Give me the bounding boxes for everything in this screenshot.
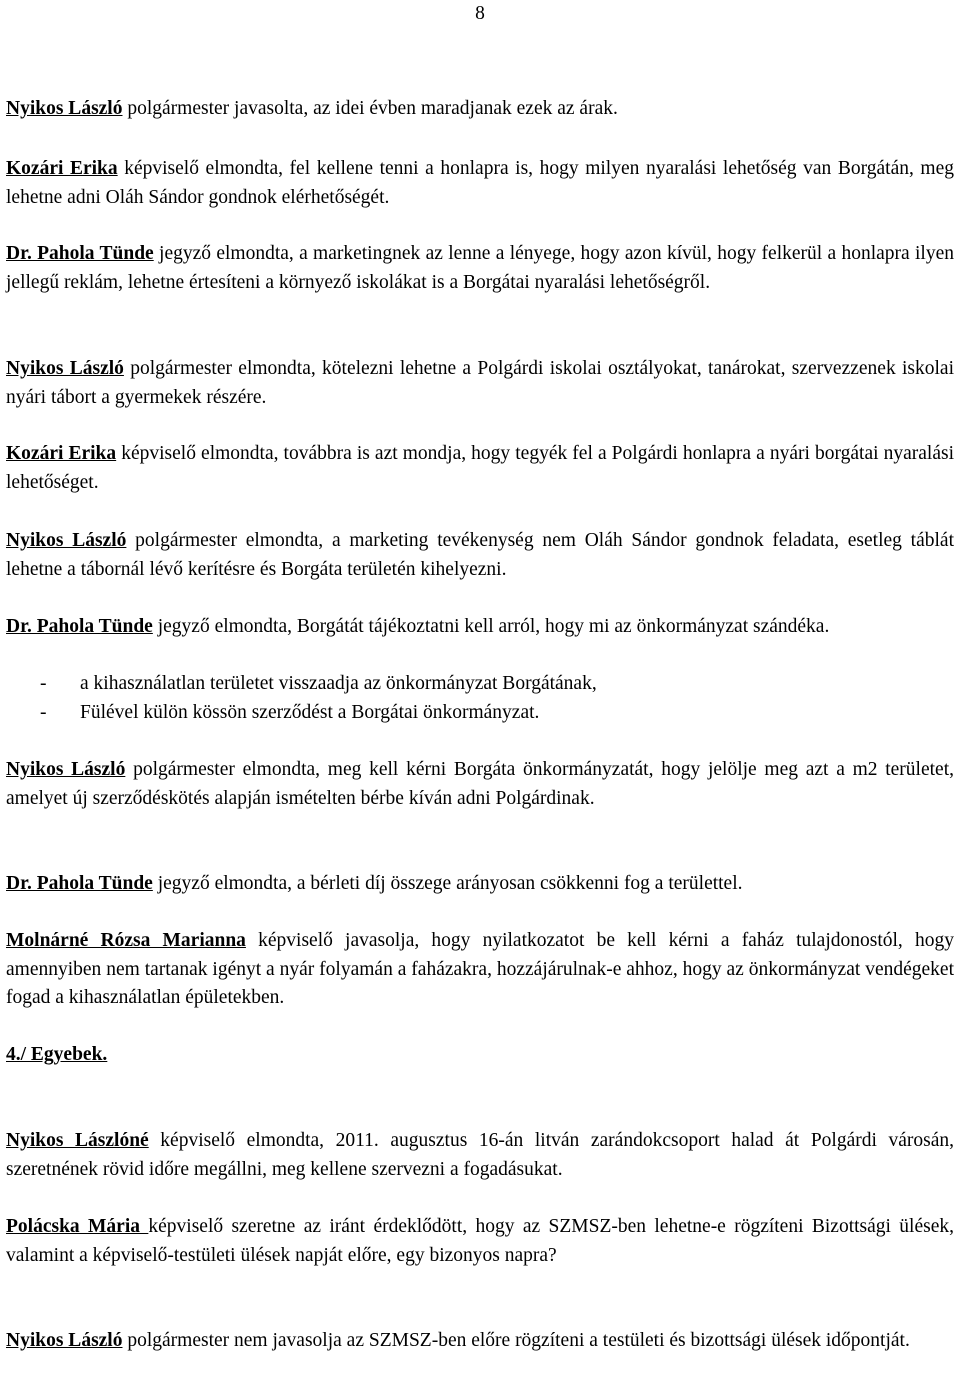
paragraph-10 xyxy=(6,927,954,1013)
paragraph-text: polgármester javasolta, az idei évben maradjanak ezek az árak. xyxy=(122,98,618,119)
paragraph-text: jegyző elmondta, a bérleti díj összege arányosan csökkenni fog a területtel. xyxy=(152,873,743,894)
page-number: 8 xyxy=(475,3,485,24)
paragraph-5 xyxy=(6,440,954,497)
paragraph-12 xyxy=(6,1213,954,1270)
paragraph-6 xyxy=(6,527,954,584)
paragraph-4 xyxy=(6,355,954,412)
paragraph-8 xyxy=(6,756,954,813)
speaker-name: Nyikos László xyxy=(6,358,124,379)
paragraph-text: képviselő javasolja, hogy nyilatkozatot be kell kérni a faház tulajdonostól, hogy amennyiben nem tartanak igényt a nyár folyamán a faházakra, hozzájárulnak-e ahhoz, hogy az önkormányzat vendégeket fogad a kihasználatlan épületekben. xyxy=(6,930,954,1008)
speaker-name: Dr. Pahola Tünde xyxy=(6,616,153,637)
speaker-name: Polácska Mária xyxy=(6,1216,149,1237)
paragraph-13 xyxy=(6,1327,954,1356)
speaker-name: Nyikos László xyxy=(6,530,127,551)
section-heading: 4./ Egyebek. xyxy=(6,1044,108,1065)
paragraph-2 xyxy=(6,155,954,212)
paragraph-text: jegyző elmondta, a marketingnek az lenne a lényege, hogy azon kívül, hogy felkerül a honlapra ilyen jellegű reklám, lehetne értesíteni a környező iskolákat is a Borgátai nyaralási lehetőségről. xyxy=(6,243,954,293)
paragraph-text: polgármester elmondta, a marketing tevékenység nem Oláh Sándor gondnok feladata, esetleg táblát lehetne a tábornál lévő kerítésre és Borgáta területén kihelyezni. xyxy=(6,530,954,580)
paragraph-9 xyxy=(6,870,954,899)
speaker-name: Nyikos Lászlóné xyxy=(6,1130,149,1151)
speaker-name: Kozári Erika xyxy=(6,158,118,179)
list-dash: - xyxy=(40,673,47,694)
paragraph-3 xyxy=(6,240,954,297)
list-item xyxy=(6,699,954,728)
list-item-text: Fülével külön kössön szerződést a Borgátai önkormányzat. xyxy=(80,701,540,723)
paragraph-text: képviselő elmondta, továbbra is azt mondja, hogy tegyék fel a Polgárdi honlapra a nyári borgátai nyaralási lehetőséget. xyxy=(6,443,954,493)
paragraph-7 xyxy=(6,613,954,642)
paragraph-text: jegyző elmondta, Borgátát tájékoztatni kell arról, hogy mi az önkormányzat szándéka. xyxy=(152,616,830,637)
paragraph-text: polgármester elmondta, meg kell kérni Borgáta önkormányzatát, hogy jelölje meg azt a m2 területet, amelyet új szerződéskötés alapján ismételten bérbe kíván adni Polgárdinak. xyxy=(6,759,954,809)
paragraph-text: polgármester nem javasolja az SZMSZ-ben előre rögzíteni a testületi és bizottsági ülések időpontját. xyxy=(122,1330,910,1351)
list-dash: - xyxy=(40,701,47,723)
paragraph-text: képviselő elmondta, 2011. augusztus 16-án litván zarándokcsoport halad át Polgárdi városán, szeretnének rövid időre megállni, meg kellene szervezni a fogadásukat. xyxy=(6,1130,955,1180)
paragraph-text: képviselő szeretne az iránt érdeklődött, hogy az SZMSZ-ben lehetne-e rögzíteni Bizottsági ülések, valamint a képviselő-testületi ülések napját előre, egy bizonyos napra? xyxy=(6,1216,954,1266)
speaker-name: Nyikos László xyxy=(6,759,126,780)
speaker-name: Nyikos László xyxy=(6,98,123,119)
speaker-name: Dr. Pahola Tünde xyxy=(6,243,154,264)
paragraph-text: polgármester elmondta, kötelezni lehetne a Polgárdi iskolai osztályokat, tanárokat, szervezzenek iskolai nyári tábort a gyermekek részére. xyxy=(6,358,954,408)
paragraph-11 xyxy=(6,1127,954,1184)
speaker-name: Molnárné Rózsa Marianna xyxy=(6,930,246,951)
speaker-name: Kozári Erika xyxy=(6,443,117,464)
list-item xyxy=(6,670,954,699)
speaker-name: Nyikos László xyxy=(6,1330,123,1351)
paragraph-1 xyxy=(6,95,954,124)
list-item-text: a kihasználatlan területet visszaadja az önkormányzat Borgátának, xyxy=(80,673,597,694)
proposal-list xyxy=(6,670,954,727)
paragraph-text: képviselő elmondta, fel kellene tenni a honlapra is, hogy milyen nyaralási lehetőség van Borgátán, meg lehetne adni Oláh Sándor gondnok elérhetőségét. xyxy=(6,158,954,208)
speaker-name: Dr. Pahola Tünde xyxy=(6,873,153,894)
